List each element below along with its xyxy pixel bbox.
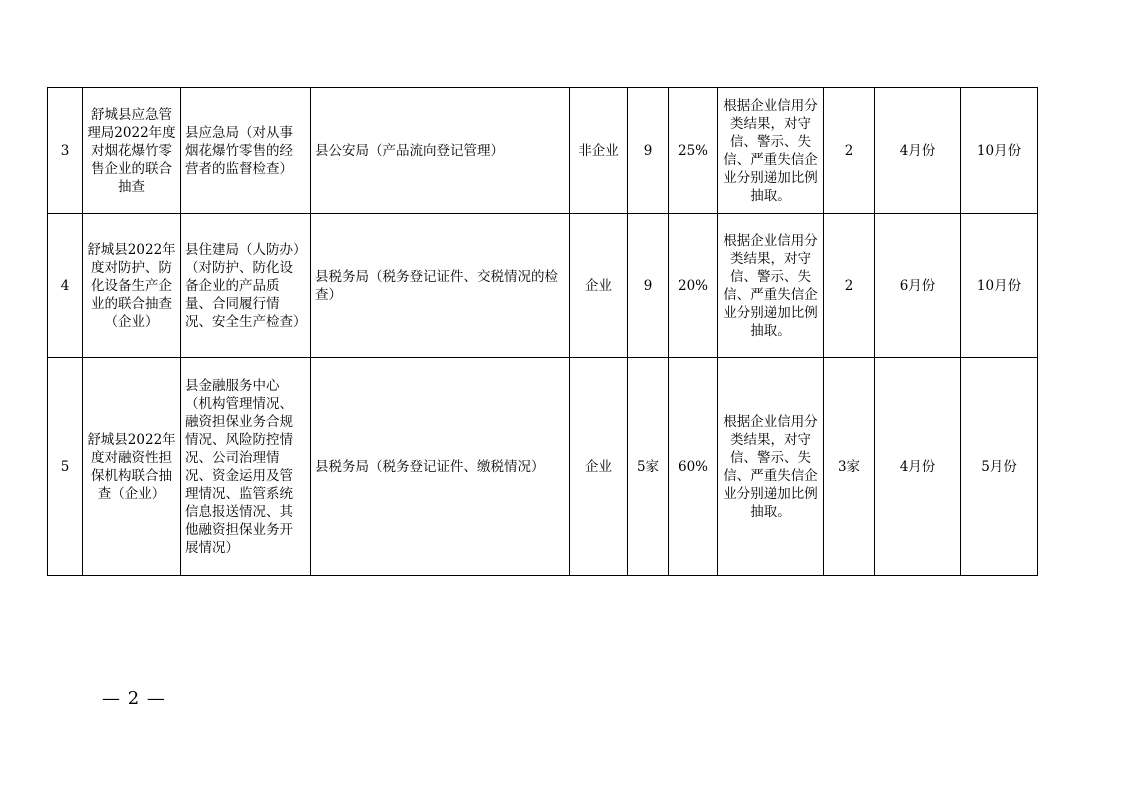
sample-count: 5家 xyxy=(628,358,669,576)
sample-ratio: 20% xyxy=(669,214,718,358)
check-times: 2 xyxy=(824,88,875,214)
sampling-method: 根据企业信用分类结果，对守信、警示、失信、严重失信企业分别递加比例抽取。 xyxy=(718,88,824,214)
sample-count: 9 xyxy=(628,214,669,358)
table-row xyxy=(48,358,1038,576)
partner-department: 县公安局（产品流向登记管理） xyxy=(311,88,570,214)
check-times: 3家 xyxy=(824,358,875,576)
page-number: — 2 — xyxy=(102,688,166,709)
sample-ratio: 60% xyxy=(669,358,718,576)
task-name: 舒城县2022年度对融资性担保机构联合抽查（企业） xyxy=(83,358,181,576)
sample-ratio: 25% xyxy=(669,88,718,214)
row-number: 4 xyxy=(48,214,83,358)
lead-department: 县金融服务中心（机构管理情况、融资担保业务合规情况、风险防控情况、公司治理情况、资金运用及管理情况、监管系统信息报送情况、其他融资担保业务开展情况） xyxy=(181,358,311,576)
start-month: 4月份 xyxy=(875,358,961,576)
subject-type: 非企业 xyxy=(570,88,628,214)
end-month: 10月份 xyxy=(961,214,1038,358)
lead-department: 县住建局（人防办）（对防护、防化设备企业的产品质量、合同履行情况、安全生产检查） xyxy=(181,214,311,358)
task-name: 舒城县2022年度对防护、防化设备生产企业的联合抽查（企业） xyxy=(83,214,181,358)
task-name: 舒城县应急管理局2022年度对烟花爆竹零售企业的联合抽查 xyxy=(83,88,181,214)
lead-department: 县应急局（对从事烟花爆竹零售的经营者的监督检查） xyxy=(181,88,311,214)
end-month: 10月份 xyxy=(961,88,1038,214)
sampling-method: 根据企业信用分类结果，对守信、警示、失信、严重失信企业分别递加比例抽取。 xyxy=(718,214,824,358)
sample-count: 9 xyxy=(628,88,669,214)
inspection-table xyxy=(47,87,1038,576)
check-times: 2 xyxy=(824,214,875,358)
partner-department: 县税务局（税务登记证件、交税情况的检查） xyxy=(311,214,570,358)
row-number: 5 xyxy=(48,358,83,576)
start-month: 4月份 xyxy=(875,88,961,214)
partner-department: 县税务局（税务登记证件、缴税情况） xyxy=(311,358,570,576)
start-month: 6月份 xyxy=(875,214,961,358)
end-month: 5月份 xyxy=(961,358,1038,576)
table-row xyxy=(48,214,1038,358)
row-number: 3 xyxy=(48,88,83,214)
subject-type: 企业 xyxy=(570,214,628,358)
table-row xyxy=(48,88,1038,214)
subject-type: 企业 xyxy=(570,358,628,576)
sampling-method: 根据企业信用分类结果，对守信、警示、失信、严重失信企业分别递加比例抽取。 xyxy=(718,358,824,576)
